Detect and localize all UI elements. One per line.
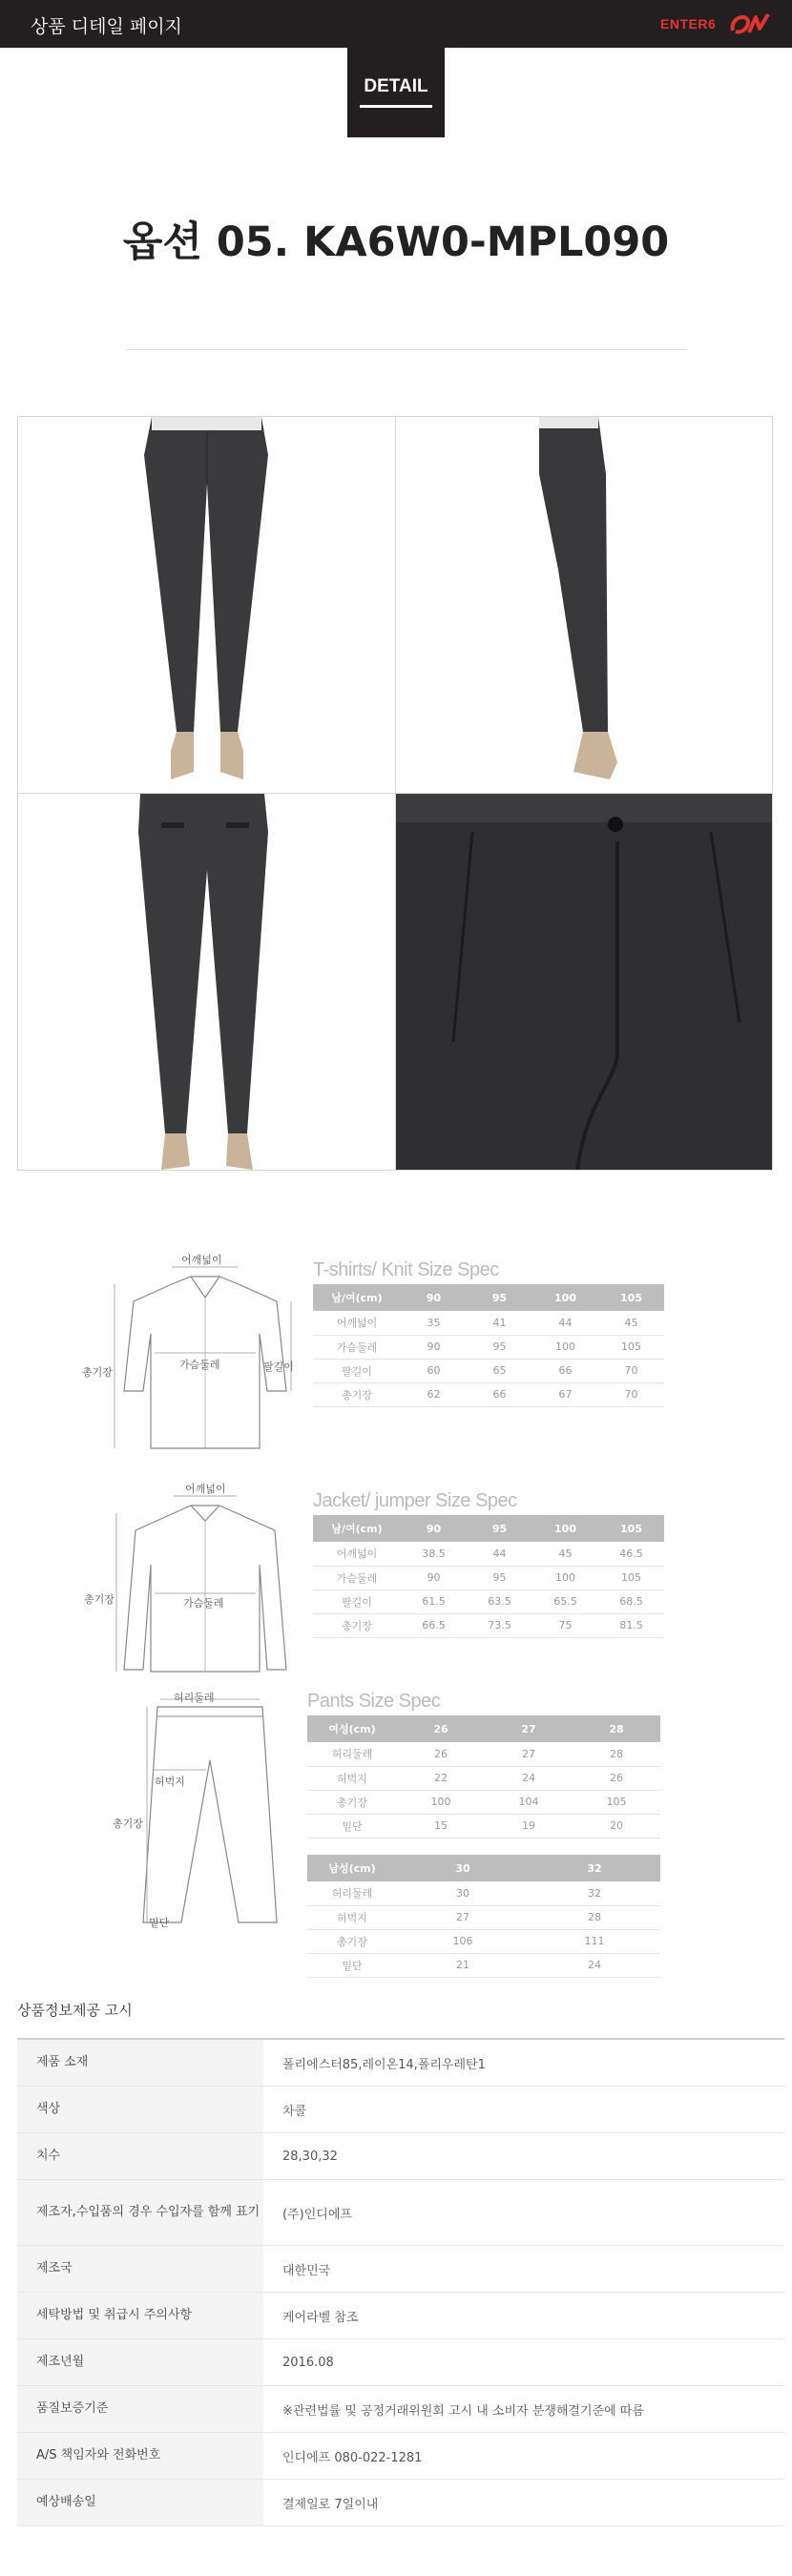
table-row	[17, 2480, 784, 2526]
table-cell: 45	[598, 1311, 664, 1335]
table-cell: 32	[529, 1881, 660, 1905]
table-row	[17, 2339, 784, 2386]
table-cell: 66	[532, 1359, 598, 1382]
table-cell: 어깨넓이	[313, 1542, 401, 1566]
notice-key: 예상배송일	[17, 2480, 263, 2525]
table-cell: 41	[467, 1311, 532, 1335]
table-cell: 95	[467, 1335, 532, 1359]
shirt-label-sleeve: 팔길이	[263, 1361, 294, 1373]
table-header-cell: 32	[529, 1855, 660, 1881]
shirt-label-length: 총기장	[82, 1366, 113, 1379]
table-cell: 66	[467, 1382, 532, 1406]
jacket-spec-title: Jacket/ jumper Size Spec	[313, 1490, 517, 1511]
table-row	[313, 1382, 664, 1406]
table-cell: 35	[401, 1311, 467, 1335]
shirt-label-shoulder: 어깨넓이	[181, 1254, 222, 1266]
table-header-cell: 30	[397, 1855, 529, 1881]
table-cell: 밑단	[307, 1814, 397, 1838]
table-cell: 95	[467, 1566, 532, 1589]
table-cell: 44	[532, 1311, 598, 1335]
notice-value: (주)인디에프	[282, 2207, 352, 2222]
table-header-cell: 90	[401, 1515, 467, 1542]
pants-women-spec-header	[307, 1715, 660, 1742]
table-cell: 70	[598, 1382, 664, 1406]
table-row	[307, 1953, 660, 1977]
pants-spec-title: Pants Size Spec	[307, 1691, 441, 1712]
table-cell: 총기장	[307, 1929, 397, 1953]
table-cell: 28	[529, 1905, 660, 1929]
brand-logo	[660, 11, 775, 36]
table-cell: 15	[397, 1814, 485, 1838]
table-cell: 100	[532, 1335, 598, 1359]
table-row	[313, 1613, 664, 1637]
shirt-diagram	[82, 1254, 305, 1458]
table-cell: 65.5	[532, 1589, 598, 1613]
table-cell: 105	[598, 1566, 664, 1589]
detail-badge-text: DETAIL	[364, 76, 428, 96]
notice-key: A/S 책임자와 전화번호	[17, 2433, 263, 2479]
pants-men-spec-header	[307, 1855, 660, 1881]
top-bar	[0, 0, 792, 48]
table-cell: 81.5	[598, 1613, 664, 1637]
table-row	[17, 2040, 784, 2087]
table-cell: 총기장	[313, 1382, 401, 1406]
table-cell: 허벅지	[307, 1905, 397, 1929]
table-row	[307, 1814, 660, 1838]
pants-diagram	[115, 1693, 305, 1942]
pants-label-waist: 허리둘레	[174, 1692, 215, 1704]
notice-value: 케어라벨 참조	[282, 2310, 359, 2325]
table-cell: 105	[573, 1790, 660, 1814]
table-cell: 허리둘레	[307, 1881, 397, 1905]
brand-logo-text: ENTER6	[660, 16, 717, 31]
table-cell: 73.5	[467, 1613, 532, 1637]
table-cell: 가슴둘레	[313, 1566, 401, 1589]
notice-value: ※관련법률 및 공정거래위원회 고시 내 소비자 분쟁해결기준에 따름	[282, 2403, 644, 2419]
table-cell: 62	[401, 1382, 467, 1406]
table-header-cell: 여성(cm)	[307, 1715, 397, 1742]
table-row	[17, 2087, 784, 2133]
table-cell: 65	[467, 1359, 532, 1382]
table-row	[17, 2386, 784, 2433]
table-cell: 104	[485, 1790, 573, 1814]
table-cell: 가슴둘레	[313, 1335, 401, 1359]
table-header-cell: 105	[598, 1284, 664, 1311]
detail-badge	[347, 48, 445, 137]
table-header-cell: 90	[401, 1284, 467, 1311]
table-cell: 90	[401, 1335, 467, 1359]
table-cell: 총기장	[307, 1790, 397, 1814]
jacket-spec-header	[313, 1515, 664, 1542]
table-cell: 45	[532, 1542, 598, 1566]
jacket-label-shoulder: 어깨넓이	[185, 1483, 226, 1495]
table-cell: 105	[598, 1335, 664, 1359]
table-cell: 20	[573, 1814, 660, 1838]
table-row	[307, 1929, 660, 1953]
jacket-diagram	[84, 1483, 305, 1679]
table-row	[17, 2433, 784, 2480]
pants-label-hem: 밑단	[149, 1917, 170, 1929]
jacket-label-length: 총기장	[84, 1593, 115, 1606]
table-row	[17, 2133, 784, 2180]
table-cell: 68.5	[598, 1589, 664, 1613]
table-cell: 19	[485, 1814, 573, 1838]
notice-key: 제품 소재	[17, 2040, 263, 2086]
table-header-cell: 27	[485, 1715, 573, 1742]
table-row	[313, 1566, 664, 1589]
jacket-spec-table	[313, 1515, 664, 1638]
notice-key: 세탁방법 및 취급시 주의사항	[17, 2293, 263, 2338]
table-cell: 90	[401, 1566, 467, 1589]
table-row	[307, 1742, 660, 1766]
notice-value: 2016.08	[282, 2355, 334, 2370]
notice-value: 폴리에스터85,레이온14,폴리우레탄1	[282, 2057, 486, 2072]
table-cell: 70	[598, 1359, 664, 1382]
table-row	[313, 1335, 664, 1359]
table-row	[307, 1790, 660, 1814]
pants-women-spec-table	[307, 1715, 660, 1839]
notice-key: 제조국	[17, 2246, 263, 2292]
table-cell: 24	[529, 1953, 660, 1977]
product-title: 옵션 05. KA6W0-MPL090	[122, 218, 670, 266]
notice-key: 치수	[17, 2133, 263, 2179]
table-row	[17, 2246, 784, 2293]
table-cell: 111	[529, 1929, 660, 1953]
table-cell: 허리둘레	[307, 1742, 397, 1766]
table-row	[17, 2180, 784, 2246]
table-cell: 팔길이	[313, 1359, 401, 1382]
table-row	[307, 1766, 660, 1790]
table-header-cell: 95	[467, 1284, 532, 1311]
table-header-cell: 100	[532, 1515, 598, 1542]
table-cell: 총기장	[313, 1613, 401, 1637]
table-cell: 44	[467, 1542, 532, 1566]
table-cell: 67	[532, 1382, 598, 1406]
photo-front	[18, 417, 395, 793]
table-cell: 100	[532, 1566, 598, 1589]
table-cell: 24	[485, 1766, 573, 1790]
detail-badge-underline	[360, 105, 432, 108]
table-cell: 26	[397, 1742, 485, 1766]
table-row	[313, 1359, 664, 1382]
table-cell: 46.5	[598, 1542, 664, 1566]
table-header-cell: 105	[598, 1515, 664, 1542]
photo-side	[396, 417, 772, 793]
table-row	[313, 1589, 664, 1613]
table-header-cell: 95	[467, 1515, 532, 1542]
pants-men-spec-table	[307, 1855, 660, 1978]
table-cell: 30	[397, 1881, 529, 1905]
notice-value: 인디에프 080-022-1281	[282, 2450, 423, 2465]
table-cell: 어깨넓이	[313, 1311, 401, 1335]
table-cell: 27	[397, 1905, 529, 1929]
table-header-cell: 남성(cm)	[307, 1855, 397, 1881]
pants-label-thigh: 허벅지	[155, 1776, 185, 1788]
table-cell: 60	[401, 1359, 467, 1382]
table-cell: 75	[532, 1613, 598, 1637]
table-cell: 38.5	[401, 1542, 467, 1566]
table-cell: 27	[485, 1742, 573, 1766]
table-header-cell: 26	[397, 1715, 485, 1742]
shirt-spec-table	[313, 1284, 664, 1407]
table-row	[17, 2293, 784, 2339]
table-cell: 밑단	[307, 1953, 397, 1977]
notice-key: 제조년월	[17, 2339, 263, 2385]
pants-label-length: 총기장	[113, 1818, 143, 1830]
table-cell: 106	[397, 1929, 529, 1953]
table-cell: 26	[573, 1766, 660, 1790]
table-row	[313, 1542, 664, 1566]
notice-key: 색상	[17, 2087, 263, 2132]
photo-grid-horizontal-divider	[18, 793, 772, 794]
notice-value: 결제일로 7일이내	[282, 2497, 379, 2512]
table-cell: 100	[397, 1790, 485, 1814]
notice-value: 28,30,32	[282, 2149, 338, 2164]
table-cell: 22	[397, 1766, 485, 1790]
table-cell: 66.5	[401, 1613, 467, 1637]
table-cell: 61.5	[401, 1589, 467, 1613]
table-cell: 63.5	[467, 1589, 532, 1613]
notice-key: 제조자,수입품의 경우 수입자를 함께 표기	[17, 2180, 263, 2245]
table-cell: 28	[573, 1742, 660, 1766]
shirt-spec-header	[313, 1284, 664, 1311]
table-header-cell: 남/여(cm)	[313, 1515, 401, 1542]
notice-key: 품질보증기준	[17, 2386, 263, 2432]
photo-back	[18, 794, 395, 1170]
notice-value: 차콜	[282, 2104, 307, 2119]
table-cell: 팔길이	[313, 1589, 401, 1613]
notice-table	[17, 2038, 784, 2526]
shirt-spec-title: T-shirts/ Knit Size Spec	[313, 1259, 499, 1280]
brand-on-icon	[730, 11, 774, 36]
table-row	[307, 1905, 660, 1929]
title-divider	[126, 349, 687, 350]
page-header-title: 상품 디테일 페이지	[31, 16, 182, 37]
table-cell: 21	[397, 1953, 529, 1977]
jacket-label-chest: 가슴둘레	[183, 1597, 224, 1610]
table-header-cell: 남/여(cm)	[313, 1284, 401, 1311]
table-row	[313, 1311, 664, 1335]
table-row	[307, 1881, 660, 1905]
photo-closeup	[396, 794, 772, 1170]
table-cell: 허벅지	[307, 1766, 397, 1790]
table-header-cell: 100	[532, 1284, 598, 1311]
shirt-label-chest: 가슴둘레	[179, 1359, 220, 1371]
product-photo-grid	[17, 416, 773, 1171]
table-header-cell: 28	[573, 1715, 660, 1742]
notice-title: 상품정보제공 고시	[17, 2002, 133, 2019]
notice-value: 대한민국	[282, 2263, 331, 2278]
